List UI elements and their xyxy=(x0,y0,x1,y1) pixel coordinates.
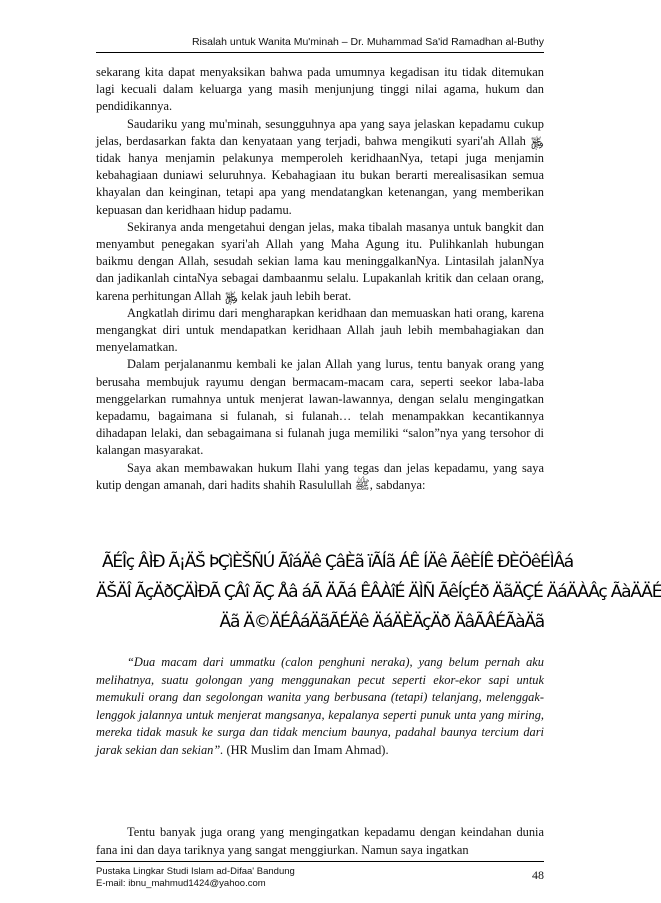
hadith-translation-block xyxy=(96,654,544,760)
running-header: Risalah untuk Wanita Mu'minah – Dr. Muhammad Sa'id Ramadhan al-Buthy xyxy=(191,36,544,48)
footer-divider xyxy=(96,861,544,862)
footer-email: E-mail: ibnu_mahmud1424@yahoo.com xyxy=(96,878,266,889)
arabic-line-2: ÄŠÄÎ ÃçÄðÇÄÌÐÃ ÇÂî ÃÇ Åâ áÃ ÄÃá ÊÂÀîÉ ÄÌÑ ÃêÍçÉð ÄãÄÇÉ ÄáÄÀÂç ÃàÄÄÉ xyxy=(96,582,661,602)
paragraph-1: sekarang kita dapat menyaksikan bahwa pada umumnya kegadisan itu tidak ditemukan lagi kecuali dalam keluarga yang masih menjunjung tinggi nilai agama, hukum dan pendidikannya. xyxy=(96,65,544,114)
page-number: 48 xyxy=(532,868,544,882)
footer xyxy=(96,866,544,890)
arabic-line-1: ÃÉÎç ÂÌÐ Ã¡ÄŠ ÞÇìÈŠÑÚ ÃîáÄê ÇâÈã ïÃÍã ÁÊ ÍÄê ÃêÈÍÊ ÐÈÖêÉÌÂá xyxy=(102,552,574,572)
paragraph-3: Sekiranya anda mengetahui dengan jelas, maka tibalah masanya untuk bangkit dan menyambut penegakan syari'ah Allah yang Maha Agung itu. Pulihkanlah hubungan baikmu dengan Allah, sesudah sekian lama kau meninggalkanNya. Lintasilah jalanNya dan jadikanlah cintaNya sebagai dambaanmu selalu. Lupakanlah kritik dan celaan orang, karena perhitungan Allah ﷿ kelak jauh lebih berat. xyxy=(96,219,544,303)
footer-publisher: Pustaka Lingkar Studi Islam ad-Difaa' Bandung xyxy=(96,866,295,877)
hadith-translation xyxy=(96,654,544,760)
closing-paragraph xyxy=(96,824,544,859)
paragraph-6: Saya akan membawakan hukum Ilahi yang tegas dan jelas kepadamu, yang saya kutip dengan amanah, dari hadits shahih Rasulullah ﷺ, sabdanya: xyxy=(96,460,544,492)
paragraph-4: Angkatlah dirimu dari mengharapkan keridhaan dan memuaskan hati orang, karena mengangkat diri untuk mendapatkan keridhaan Allah jauh lebih membahagiakan dan menyelamatkan. xyxy=(96,305,544,355)
hadith-source: (HR Muslim dan Imam Ahmad). xyxy=(223,742,389,757)
header-divider xyxy=(96,52,544,53)
body-text xyxy=(96,64,544,494)
arabic-line-3: Äã Ä©ÄÉÂáÄãÃÉÄê ÄáÄÈÄçÄð ÄâÃÂÉÃàÄã xyxy=(219,612,544,632)
hadith-translation-text: “Dua macam dari ummatku (calon penghuni neraka), yang belum pernah aku melihatnya, suatu golongan yang menggunakan pecut seperti ekor-ekor sapi untuk memukuli orang dan segolongan wanita yang berbusana (tetapi) telanjang, melenggak-lenggok jalannya untuk menjerat mangsanya, kepalanya seperti punuk unta yang miring, mereka tidak masuk ke surga dan tidak mencium baunya, padahal baunya tercium dari jarak sekian dan sekian”. xyxy=(96,655,544,757)
paragraph-2: Saudariku yang mu'minah, sesungguhnya apa yang saya jelaskan kepadamu cukup jelas, berdasarkan fakta dan kenyataan yang terjadi, bahwa mengikuti syari'ah Allah ﷿ tidak hanya menjamin pelakunya memperoleh keridhaanNya, tetapi juga menjamin kebahagiaan duniawi seluruhnya. Kebahagiaan itu bukan berarti merealisasikan semua khayalan dan keinginan, tetapi apa yang mendatangkan ketenangan, yang memberikan kepuasan dan keridhaan hidup padamu. xyxy=(96,116,544,217)
closing-text: Tentu banyak juga orang yang mengingatkan kepadamu dengan keindahan dunia fana ini dan daya tariknya yang sangat menggiurkan. Namun saya ingatkan xyxy=(96,825,544,857)
arabic-hadith-text xyxy=(96,547,661,637)
paragraph-5: Dalam perjalananmu kembali ke jalan Allah yang lurus, tentu banyak orang yang berusaha membujuk rayumu dengan bermacam-macam cara, seperti seekor laba-laba menggelarkan rumahnya untuk menjerat lawan-lawannya, dengan selalu mengingatkan kepadamu, bagaimana si fulanah, si fulanah… telah menampakkan kecantikannya dihadapan lelaki, dan sebagaimana si fulanah juga memiliki “salon”nya yang tersohor di kalangan masyarakat. xyxy=(96,357,544,458)
